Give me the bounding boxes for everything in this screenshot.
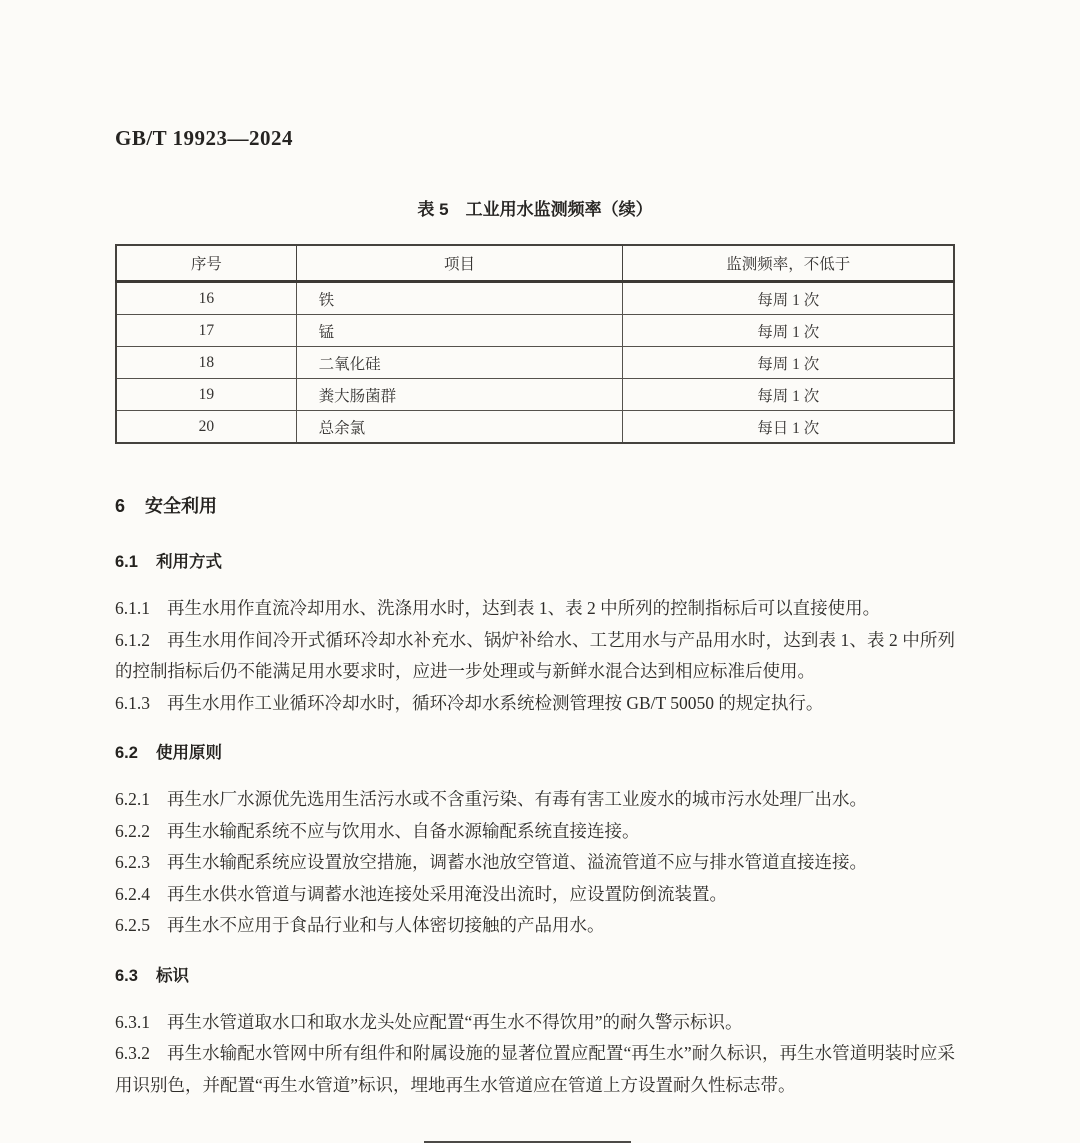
chapter-title: 安全利用: [145, 496, 218, 516]
clause-text: 再生水输配水管网中所有组件和附属设施的显著位置应配置“再生水”耐久标识，再生水管道明装时应采用识别色，并配置“再生水管道”标识，埋地再生水管道应在管道上方设置耐久性标志带。: [115, 1043, 955, 1095]
clause-text: 再生水管道取水口和取水龙头处应配置“再生水不得饮用”的耐久警示标识。: [167, 1011, 743, 1032]
table-row: [116, 347, 954, 379]
clause-number: 6.1.3: [115, 692, 150, 713]
clause-text: 再生水不应用于食品行业和与人体密切接触的产品用水。: [167, 915, 605, 935]
cell-frequency: 每周 1 次: [623, 379, 954, 411]
cell-serial: 20: [116, 411, 296, 444]
clause-6-3-2: [115, 1038, 955, 1101]
table-row: [116, 411, 954, 444]
cell-serial: 19: [116, 379, 296, 411]
table-title: 表 5 工业用水监测频率（续）: [417, 200, 653, 219]
table-row: [116, 282, 954, 315]
section-number: 6.3: [115, 966, 138, 985]
cell-frequency: 每周 1 次: [623, 315, 954, 347]
clause-6-2-5: [115, 910, 955, 942]
cell-item: 粪大肠菌群: [296, 379, 623, 411]
section-title: 使用原则: [155, 744, 222, 762]
clause-number: 6.3.1: [115, 1011, 150, 1032]
section-title: 利用方式: [155, 553, 222, 571]
clause-number: 6.1.2: [115, 629, 150, 650]
cell-item: 锰: [296, 315, 623, 347]
col-header-serial: 序号: [116, 245, 296, 282]
table-header-row: [116, 245, 954, 282]
section-6-3: [115, 962, 955, 1102]
clause-6-2-1: [115, 784, 955, 816]
standard-code: GB/T 19923—2024: [115, 126, 294, 150]
monitoring-frequency-table: [115, 244, 955, 444]
table-row: [116, 379, 954, 411]
section-heading: [115, 548, 955, 572]
cell-item: 二氧化硅: [296, 347, 623, 379]
clause-number: 6.1.1: [115, 598, 150, 618]
section-6-1: [115, 548, 955, 719]
clause-number: 6.2.2: [115, 820, 150, 841]
clause-text: 再生水用作直流冷却用水、洗涤用水时，达到表 1、表 2 中所列的控制指标后可以直接使用。: [167, 598, 881, 618]
clause-text: 再生水厂水源优先选用生活污水或不含重污染、有毒有害工业废水的城市污水处理厂出水。: [167, 789, 867, 809]
col-header-frequency: 监测频率，不低于: [623, 245, 954, 282]
table-row: [116, 315, 954, 347]
col-header-item: 项目: [296, 245, 623, 282]
clause-text: 再生水用作工业循环冷却水时，循环冷却水系统检测管理按 GB/T 50050 的规定执行。: [167, 692, 824, 713]
cell-item: 铁: [296, 282, 623, 315]
cell-item: 总余氯: [296, 411, 623, 444]
clause-6-1-2: [115, 625, 955, 688]
clause-number: 6.2.3: [115, 852, 150, 872]
section-title: 标识: [155, 966, 189, 985]
chapter-heading: [115, 492, 955, 518]
clause-number: 6.3.2: [115, 1043, 150, 1063]
clause-number: 6.2.5: [115, 915, 150, 935]
clause-number: 6.2.1: [115, 789, 150, 809]
section-heading: [115, 962, 955, 986]
clause-6-1-1: [115, 593, 955, 625]
cell-frequency: 每周 1 次: [623, 347, 954, 379]
clause-6-2-4: [115, 879, 955, 911]
clause-text: 再生水供水管道与调蓄水池连接处采用淹没出流时，应设置防倒流装置。: [167, 883, 727, 904]
clause-6-3-1: [115, 1007, 955, 1039]
cell-frequency: 每日 1 次: [623, 411, 954, 444]
clause-6-1-3: [115, 688, 955, 720]
clause-text: 再生水用作间冷开式循环冷却水补充水、锅炉补给水、工艺用水与产品用水时，达到表 1、表 2 中所列的控制指标后仍不能满足用水要求时，应进一步处理或与新鲜水混合达到相应标准后使用。: [115, 629, 955, 681]
section-6-2: [115, 739, 955, 942]
section-number: 6.2: [115, 744, 138, 762]
clause-text: 再生水输配系统不应与饮用水、自备水源输配系统直接连接。: [167, 820, 640, 841]
chapter-number: 6: [115, 496, 126, 516]
section-heading: [115, 739, 955, 763]
clause-text: 再生水输配系统应设置放空措施，调蓄水池放空管道、溢流管道不应与排水管道直接连接。: [167, 852, 867, 872]
cell-serial: 16: [116, 282, 296, 315]
cell-serial: 18: [116, 347, 296, 379]
clause-6-2-3: [115, 847, 955, 879]
cell-frequency: 每周 1 次: [623, 282, 954, 315]
clause-number: 6.2.4: [115, 883, 150, 904]
clause-6-2-2: [115, 816, 955, 848]
cell-serial: 17: [116, 315, 296, 347]
section-number: 6.1: [115, 553, 138, 571]
